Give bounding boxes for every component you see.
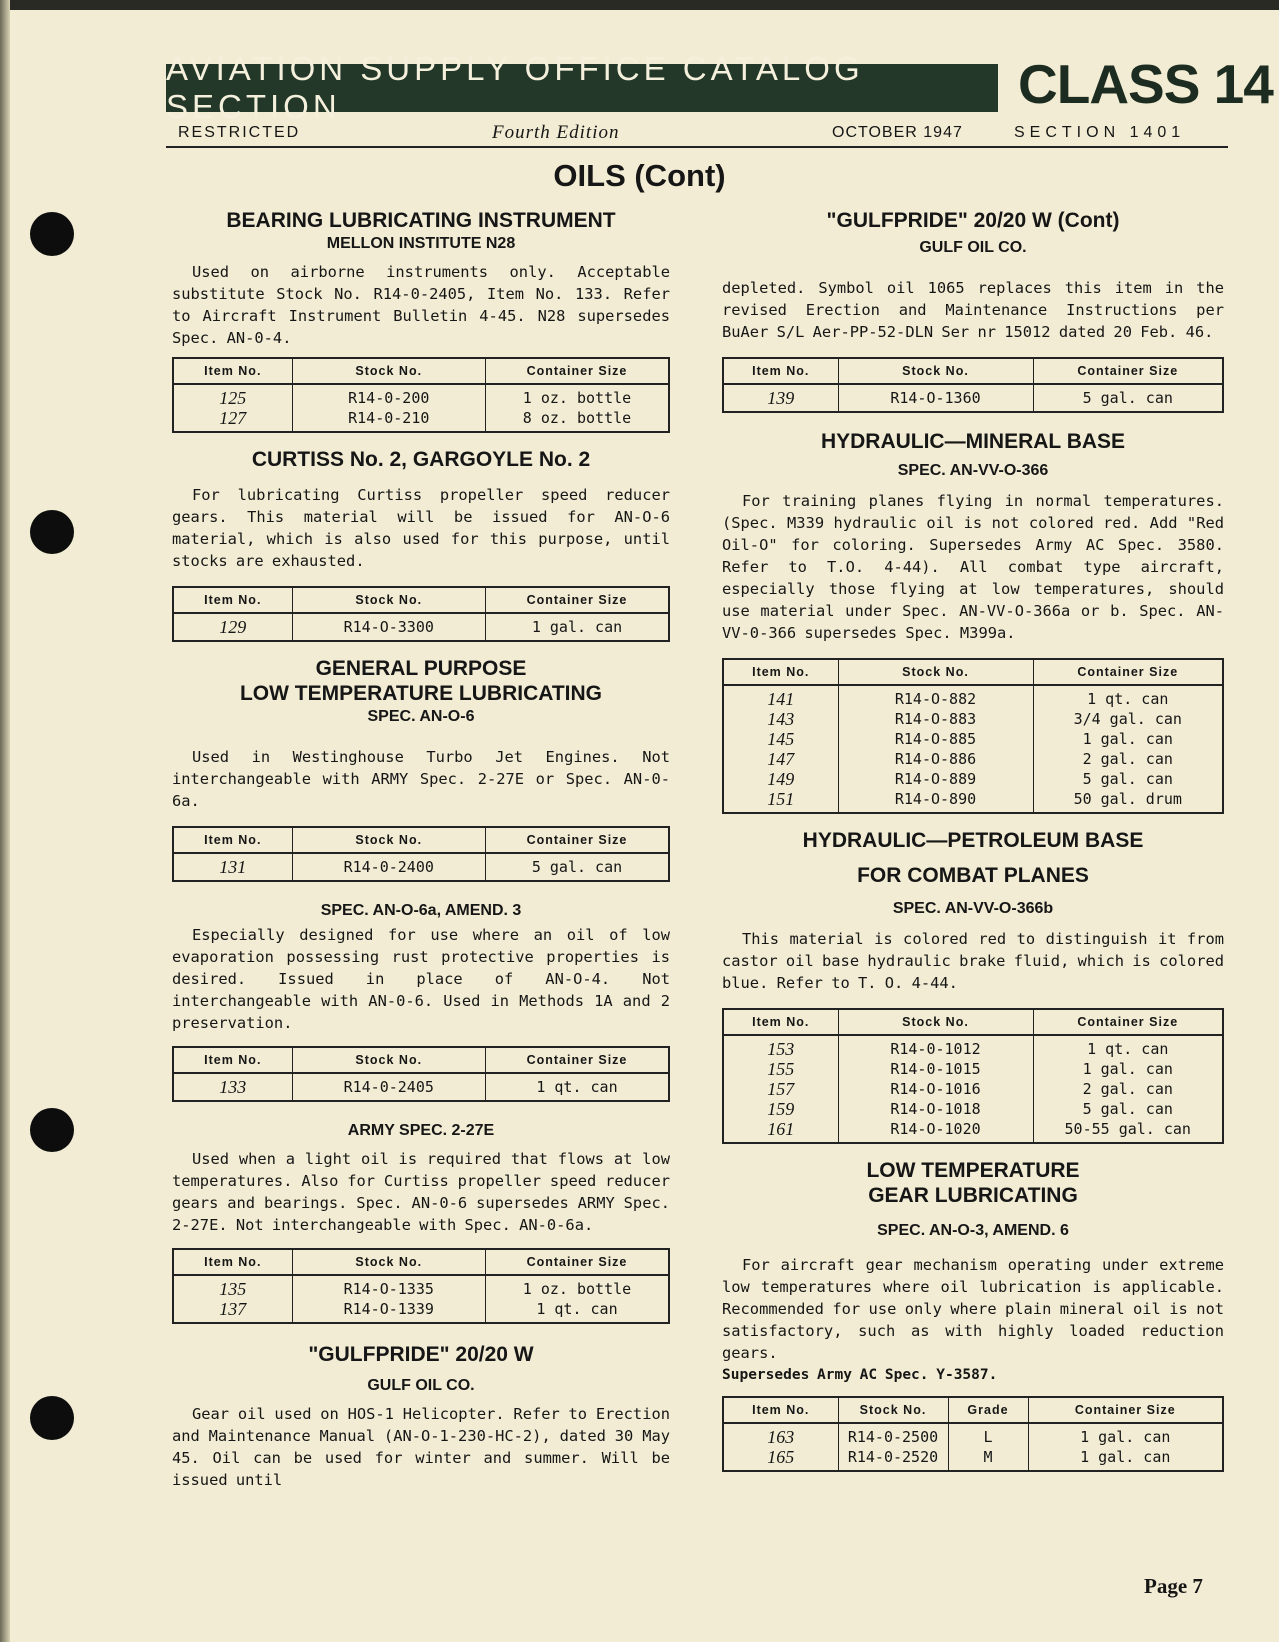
stock-number: R14-O-1018 <box>838 1099 1033 1119</box>
stock-number: R14-O-1016 <box>838 1079 1033 1099</box>
col-container: Container Size <box>1033 1009 1223 1035</box>
col-item: Item No. <box>173 587 292 613</box>
container-size: 5 gal. can <box>485 853 669 881</box>
stock-number: R14-O-1335 <box>292 1275 485 1299</box>
stock-table <box>172 357 670 433</box>
container-size: 50 gal. drum <box>1033 789 1223 813</box>
container-size: 1 qt. can <box>1033 1035 1223 1059</box>
section-title: "GULFPRIDE" 20/20 W (Cont) <box>826 209 1120 232</box>
page-title: OILS (Cont) <box>553 158 726 193</box>
container-size: 1 qt. can <box>1033 685 1223 709</box>
item-number: 131 <box>173 853 292 881</box>
container-size: 3/4 gal. can <box>1033 709 1223 729</box>
col-stock: Stock No. <box>838 659 1033 685</box>
section-gulfpride <box>172 1342 670 1491</box>
section-label: SECTION 1401 <box>1014 124 1186 141</box>
stock-number: R14-O-1339 <box>292 1299 485 1323</box>
col-item: Item No. <box>173 827 292 853</box>
item-number: 151 <box>723 789 838 813</box>
stock-number: R14-0-200 <box>292 384 485 408</box>
item-number: 161 <box>723 1119 838 1143</box>
item-number: 143 <box>723 709 838 729</box>
item-number: 159 <box>723 1099 838 1119</box>
section-title: BEARING LUBRICATING INSTRUMENT <box>226 209 616 232</box>
col-stock: Stock No. <box>292 1249 485 1275</box>
table-row <box>173 1073 669 1101</box>
table-row <box>173 1299 669 1323</box>
stock-number: R14-0-1012 <box>838 1035 1033 1059</box>
container-size: 5 gal. can <box>1033 384 1223 412</box>
stock-table <box>172 826 670 882</box>
section-description: depleted. Symbol oil 1065 replaces this item in the revised Erection and Maintenance Instructions per BuAer S/L Aer-PP-52-DLN Ser nr 15012 dated 20 Feb. 46. <box>722 279 1224 341</box>
date-label: OCTOBER 1947 <box>832 124 963 141</box>
header-rule <box>166 146 1228 148</box>
col-stock: Stock No. <box>292 1047 485 1073</box>
container-size: 1 gal. can <box>1028 1447 1223 1471</box>
section-bearing-lubricating <box>172 208 670 433</box>
col-item: Item No. <box>173 358 292 384</box>
stock-number: R14-0-2405 <box>292 1073 485 1101</box>
scan-top-edge <box>0 0 1279 10</box>
stock-number: R14-O-3300 <box>292 613 485 641</box>
section-title: LOW TEMPERATURE <box>866 1159 1080 1182</box>
col-container: Container Size <box>1033 659 1223 685</box>
grade: M <box>948 1447 1028 1471</box>
grade: L <box>948 1423 1028 1447</box>
table-row <box>173 613 669 641</box>
section-army-spec <box>172 1120 670 1324</box>
section-subtitle: SPEC. AN-O-3, AMEND. 6 <box>877 1222 1069 1239</box>
table-row <box>723 1079 1223 1099</box>
col-item: Item No. <box>723 659 838 685</box>
section-title: GENERAL PURPOSE <box>315 657 527 680</box>
classification-label: RESTRICTED <box>178 124 301 141</box>
stock-number: R14-0-210 <box>292 408 485 432</box>
col-stock: Stock No. <box>838 1009 1033 1035</box>
stock-number: R14-O-886 <box>838 749 1033 769</box>
item-number: 137 <box>173 1299 292 1323</box>
binder-hole-2 <box>30 510 74 554</box>
section-title: "GULFPRIDE" 20/20 W <box>308 1343 534 1366</box>
section-gulfpride-cont <box>722 208 1224 413</box>
table-row <box>723 769 1223 789</box>
stock-number: R14-0-2520 <box>838 1447 948 1471</box>
item-number: 127 <box>173 408 292 432</box>
container-size: 1 oz. bottle <box>485 384 669 408</box>
section-title: HYDRAULIC—MINERAL BASE <box>820 430 1126 453</box>
col-grade: Grade <box>948 1397 1028 1423</box>
col-container: Container Size <box>485 1047 669 1073</box>
container-size: 2 gal. can <box>1033 749 1223 769</box>
stock-table <box>172 586 670 642</box>
col-item: Item No. <box>723 358 838 384</box>
stock-number: R14-0-2500 <box>838 1423 948 1447</box>
container-size: 1 oz. bottle <box>485 1275 669 1299</box>
stock-table <box>172 1046 670 1102</box>
stock-table <box>722 1008 1224 1144</box>
section-description: Used when a light oil is required that flows at low temperatures. Also for Curtiss propeller speed reducer gears and bearings. Spec. AN-0-6 supersedes ARMY Spec. 2-27E. Not interchangeable with Spec. AN-0-6a. <box>172 1150 670 1234</box>
item-number: 141 <box>723 685 838 709</box>
binder-hole-3 <box>30 1108 74 1152</box>
table-row <box>723 749 1223 769</box>
stock-table <box>172 1248 670 1324</box>
section-description: Used in Westinghouse Turbo Jet Engines. Not interchangeable with ARMY Spec. 2-27E or Spec. AN-0-6a. <box>172 748 670 810</box>
section-title-line2: FOR COMBAT PLANES <box>857 864 1089 887</box>
table-row <box>723 685 1223 709</box>
right-column <box>722 208 1224 1472</box>
section-title-line2: LOW TEMPERATURE LUBRICATING <box>239 682 603 705</box>
section-subtitle: GULF OIL CO. <box>919 239 1027 256</box>
col-container: Container Size <box>485 587 669 613</box>
class-label: CLASS 14 <box>1018 53 1273 115</box>
container-size: 2 gal. can <box>1033 1079 1223 1099</box>
container-size: 5 gal. can <box>1033 769 1223 789</box>
supersedes-note: Supersedes Army AC Spec. Y-3587. <box>722 1367 998 1383</box>
section-title-line2: GEAR LUBRICATING <box>868 1184 1078 1207</box>
col-stock: Stock No. <box>838 358 1033 384</box>
section-description: For training planes flying in normal temperatures. (Spec. M339 hydraulic oil is not colored red. Add "Red Oil-O" for coloring. Supersedes Army AC Spec. 3580. Refer to T.O. 4-44). All combat type aircraft, especially those flying at low temperatures, should use material under Spec. AN-VV-O-366a or b. Spec. AN-VV-0-366 supersedes Spec. M399a. <box>722 492 1224 642</box>
stock-table <box>722 1396 1224 1472</box>
col-container: Container Size <box>485 1249 669 1275</box>
table-row <box>723 1099 1223 1119</box>
item-number: 133 <box>173 1073 292 1101</box>
section-subtitle: SPEC. AN-VV-O-366 <box>897 462 1049 479</box>
col-item: Item No. <box>173 1047 292 1073</box>
stock-number: R14-O-885 <box>838 729 1033 749</box>
item-number: 157 <box>723 1079 838 1099</box>
section-description: This material is colored red to distinguish it from castor oil base hydraulic brake fluid, which is colored blue. Refer to T. O. 4-44. <box>722 930 1224 992</box>
page-number: Page 7 <box>1144 1574 1203 1598</box>
col-stock: Stock No. <box>292 358 485 384</box>
item-number: 125 <box>173 384 292 408</box>
section-hydraulic-mineral <box>722 429 1224 814</box>
table-row <box>723 709 1223 729</box>
stock-number: R14-O-883 <box>838 709 1033 729</box>
col-stock: Stock No. <box>292 827 485 853</box>
col-item: Item No. <box>173 1249 292 1275</box>
stock-number: R14-O-890 <box>838 789 1033 813</box>
container-size: 8 oz. bottle <box>485 408 669 432</box>
stock-number: R14-O-1020 <box>838 1119 1033 1143</box>
section-subtitle: MELLON INSTITUTE N28 <box>326 235 516 252</box>
container-size: 1 gal. can <box>1033 729 1223 749</box>
section-low-temp-gear <box>722 1158 1224 1472</box>
table-row <box>723 1447 1223 1471</box>
table-row <box>173 384 669 408</box>
section-curtiss-gargoyle <box>172 447 670 642</box>
section-subtitle: SPEC. AN-O-6 <box>367 708 475 725</box>
col-container: Container Size <box>1028 1397 1223 1423</box>
container-size: 1 gal. can <box>485 613 669 641</box>
section-description: For lubricating Curtiss propeller speed reducer gears. This material will be issued for AN-O-6 material, which is also used for this purpose, until stocks are exhausted. <box>172 486 670 570</box>
col-stock: Stock No. <box>292 587 485 613</box>
table-row <box>173 1275 669 1299</box>
item-number: 155 <box>723 1059 838 1079</box>
container-size: 1 qt. can <box>485 1299 669 1323</box>
item-number: 165 <box>723 1447 838 1471</box>
stock-number: R14-O-1360 <box>838 384 1033 412</box>
container-size: 1 gal. can <box>1033 1059 1223 1079</box>
item-number: 149 <box>723 769 838 789</box>
edition-label: Fourth Edition <box>492 122 620 143</box>
item-number: 163 <box>723 1423 838 1447</box>
section-description: For aircraft gear mechanism operating under extreme low temperatures where oil lubrication is applicable. Recommended for use only where plain mineral oil is not satisfactory, such as with highly loaded reduction gears. <box>722 1256 1224 1362</box>
scan-left-edge <box>0 0 10 1642</box>
section-subtitle: SPEC. AN-O-6a, AMEND. 3 <box>320 902 522 919</box>
table-row <box>723 789 1223 813</box>
section-title: CURTISS No. 2, GARGOYLE No. 2 <box>251 448 591 471</box>
col-container: Container Size <box>485 827 669 853</box>
col-item: Item No. <box>723 1009 838 1035</box>
col-container: Container Size <box>1033 358 1223 384</box>
section-subtitle: SPEC. AN-VV-O-366b <box>892 900 1054 917</box>
section-an-o-6a <box>172 900 670 1102</box>
section-description: Gear oil used on HOS-1 Helicopter. Refer to Erection and Maintenance Manual (AN-O-1-230-HC-2), dated 30 May 45. Oil can be used for winter and summer. Will be issued until <box>172 1405 670 1489</box>
stock-number: R14-O-882 <box>838 685 1033 709</box>
item-number: 145 <box>723 729 838 749</box>
section-title: HYDRAULIC—PETROLEUM BASE <box>802 829 1144 852</box>
section-subtitle: GULF OIL CO. <box>367 1377 475 1394</box>
section-subtitle: ARMY SPEC. 2-27E <box>347 1122 495 1139</box>
binder-hole-4 <box>30 1396 74 1440</box>
table-row <box>723 1423 1223 1447</box>
table-row <box>173 408 669 432</box>
col-item: Item No. <box>723 1397 838 1423</box>
item-number: 129 <box>173 613 292 641</box>
section-description: Especially designed for use where an oil of low evaporation possessing rust protective properties is desired. Issued in place of AN-O-4. Not interchangeable with AN-0-6. Used in Methods 1A and 2 preservation. <box>172 926 670 1032</box>
section-hydraulic-petroleum <box>722 828 1224 1144</box>
table-row <box>723 1059 1223 1079</box>
section-description: Used on airborne instruments only. Acceptable substitute Stock No. R14-0-2405, Item No. 133. Refer to Aircraft Instrument Bulletin 4-45. N28 supersedes Spec. AN-0-4. <box>172 263 670 347</box>
binder-hole-1 <box>30 212 74 256</box>
table-row <box>723 729 1223 749</box>
stock-table <box>722 658 1224 814</box>
item-number: 147 <box>723 749 838 769</box>
container-size: 1 qt. can <box>485 1073 669 1101</box>
stock-number: R14-0-1015 <box>838 1059 1033 1079</box>
stock-table <box>722 357 1224 413</box>
left-column <box>172 208 670 1491</box>
container-size: 50-55 gal. can <box>1033 1119 1223 1143</box>
item-number: 139 <box>723 384 838 412</box>
catalog-banner: AVIATION SUPPLY OFFICE CATALOG SECTION <box>166 64 998 112</box>
table-row <box>173 853 669 881</box>
container-size: 5 gal. can <box>1033 1099 1223 1119</box>
item-number: 135 <box>173 1275 292 1299</box>
stock-number: R14-0-2400 <box>292 853 485 881</box>
section-general-purpose <box>172 656 670 882</box>
col-stock: Stock No. <box>838 1397 948 1423</box>
table-row <box>723 384 1223 412</box>
table-row <box>723 1035 1223 1059</box>
container-size: 1 gal. can <box>1028 1423 1223 1447</box>
col-container: Container Size <box>485 358 669 384</box>
stock-number: R14-O-889 <box>838 769 1033 789</box>
table-row <box>723 1119 1223 1143</box>
item-number: 153 <box>723 1035 838 1059</box>
